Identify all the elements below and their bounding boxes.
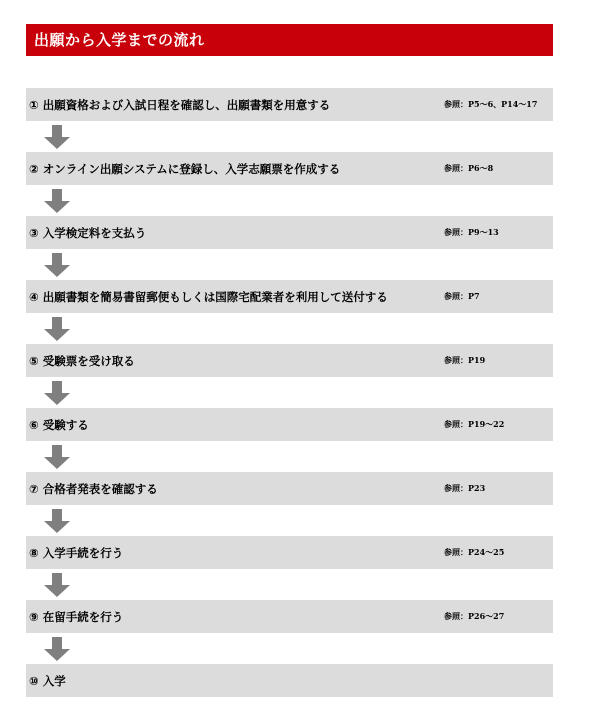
step-label: 入学 bbox=[42, 673, 66, 688]
step-label: 受験票を受け取る bbox=[42, 353, 135, 368]
page-title: 出願から入学までの流れ bbox=[26, 24, 553, 56]
step-reference: 参照：P7 bbox=[444, 291, 480, 301]
step-row-1 bbox=[26, 88, 553, 121]
arrow-gap bbox=[26, 633, 553, 664]
step-title bbox=[29, 97, 330, 113]
step-row-10 bbox=[26, 664, 553, 697]
step-row-3 bbox=[26, 216, 553, 249]
down-arrow-icon bbox=[44, 125, 70, 149]
step-label: 出願資格および入試日程を確認し、出願書類を用意する bbox=[42, 97, 331, 112]
down-arrow-icon bbox=[44, 189, 70, 213]
step-title bbox=[29, 161, 340, 177]
step-number: ⑧ bbox=[29, 545, 39, 560]
step-title bbox=[29, 289, 388, 305]
step-number: ⑩ bbox=[29, 673, 39, 688]
step-number: ⑨ bbox=[29, 609, 39, 624]
step-label: 受験する bbox=[42, 417, 89, 432]
step-reference: 参照：P24～25 bbox=[444, 547, 505, 557]
down-arrow-icon bbox=[44, 445, 70, 469]
step-title bbox=[29, 673, 66, 689]
step-number: ④ bbox=[29, 289, 39, 304]
step-number: ⑥ bbox=[29, 417, 39, 432]
down-arrow-icon bbox=[44, 573, 70, 597]
down-arrow-icon bbox=[44, 253, 70, 277]
arrow-gap bbox=[26, 313, 553, 344]
arrow-gap bbox=[26, 249, 553, 280]
step-label: 合格者発表を確認する bbox=[42, 481, 158, 496]
step-title bbox=[29, 417, 89, 433]
step-row-8 bbox=[26, 536, 553, 569]
step-label: 入学手続を行う bbox=[42, 545, 124, 560]
step-title bbox=[29, 225, 146, 241]
step-number: ⑤ bbox=[29, 353, 39, 368]
arrow-gap bbox=[26, 505, 553, 536]
step-reference: 参照：P23 bbox=[444, 483, 486, 493]
arrow-gap bbox=[26, 185, 553, 216]
step-reference: 参照：P19～22 bbox=[444, 419, 505, 429]
step-label: 入学検定料を支払う bbox=[42, 225, 147, 240]
step-reference: 参照：P9～13 bbox=[444, 227, 499, 237]
step-reference: 参照：P26～27 bbox=[444, 611, 505, 621]
step-row-7 bbox=[26, 472, 553, 505]
step-row-4 bbox=[26, 280, 553, 313]
step-row-5 bbox=[26, 344, 553, 377]
step-row-9 bbox=[26, 600, 553, 633]
arrow-gap bbox=[26, 569, 553, 600]
step-title bbox=[29, 481, 158, 497]
step-row-6 bbox=[26, 408, 553, 441]
step-label: 出願書類を簡易書留郵便もしくは国際宅配業者を利用して送付する bbox=[42, 289, 388, 304]
step-label: 在留手続を行う bbox=[42, 609, 124, 624]
down-arrow-icon bbox=[44, 509, 70, 533]
step-title bbox=[29, 353, 135, 369]
step-row-2 bbox=[26, 152, 553, 185]
step-reference: 参照：P19 bbox=[444, 355, 486, 365]
step-reference: 参照：P5～6、P14～17 bbox=[444, 99, 538, 109]
step-number: ① bbox=[29, 97, 39, 112]
step-label: オンライン出願システムに登録し、入学志願票を作成する bbox=[42, 161, 341, 176]
arrow-gap bbox=[26, 377, 553, 408]
down-arrow-icon bbox=[44, 317, 70, 341]
step-title bbox=[29, 609, 123, 625]
step-reference: 参照：P6～8 bbox=[444, 163, 494, 173]
step-title bbox=[29, 545, 123, 561]
step-number: ⑦ bbox=[29, 481, 39, 496]
arrow-gap bbox=[26, 441, 553, 472]
step-number: ② bbox=[29, 161, 39, 176]
down-arrow-icon bbox=[44, 637, 70, 661]
step-number: ③ bbox=[29, 225, 39, 240]
process-steps bbox=[26, 88, 553, 697]
down-arrow-icon bbox=[44, 381, 70, 405]
arrow-gap bbox=[26, 121, 553, 152]
